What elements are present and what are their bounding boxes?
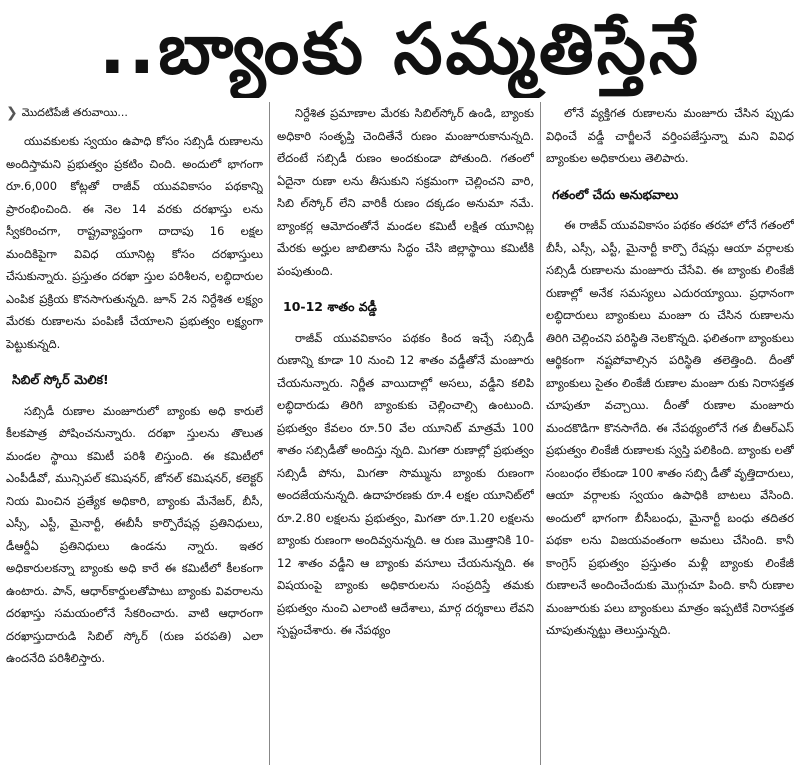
column-3 bbox=[546, 102, 794, 765]
chevron-right-icon: ❯ bbox=[6, 105, 18, 121]
column-2 bbox=[277, 102, 534, 765]
continuation-text: మొదటిపేజీ తరువాయి... bbox=[21, 105, 128, 119]
column-divider bbox=[540, 102, 541, 765]
subheading: సిబిల్ స్కోర్ మెలిక! bbox=[12, 372, 109, 387]
headline: ..బ్యాంకు సమ్మతిస్తేనే bbox=[98, 8, 702, 90]
subheading: 10-12 శాతం వడ్డీ bbox=[283, 299, 377, 314]
continuation-line bbox=[6, 102, 263, 124]
paragraph: నిర్దేశిత ప్రమాణాల మేరకు సిబిల్‌స్కోర్ ఉండి, బ్యాంకు అధికారి సంతృప్తి చెందితేనే రుణం మంజూరుకానున్నది. లేదంటే సబ్సిడీ రుణం అందకుండా పోతుంది. గతంలో ఏదైనా రుణా లను తీసుకుని సక్రమంగా చెల్లించని వారి, సిబి ల్‌స్కోర్ లేని వారికీ రుణం దక్కడం అనుమా నమే. బ్యాంకర్ల ఆమోదంతోనే మండల కమిటీ లక్షిత యూనిట్ల మేరకు అర్హుల జాబితాను సిద్ధం చేసి జిల్లాస్థాయి కమిటీకి పంపుతుంది. bbox=[277, 106, 534, 278]
column-1 bbox=[6, 102, 263, 765]
subheading: గతంలో చేదు అనుభవాలు bbox=[552, 186, 679, 202]
paragraph: సబ్సిడీ రుణాల మంజూరులో బ్యాంకు అధి కారులే కీలకపాత్ర పోషించనున్నారు. దరఖా స్తులను తొలుత మండల స్థాయి కమిటీ పరిశీ లిస్తుంది. ఈ కమిటీలో ఎంపీడీవో, మున్సిపల్ కమిషనర్, జోనల్ కమిషనర్, కలెక్టర్ నియ మించిన ప్రత్యేక అధికారి, బ్యాంకు మేనేజర్, బీసీ, ఎస్సీ, ఎస్టీ, మైనార్టీ, ఈబీసీ కార్పొరేషన్ల ప్రతినిధులు, డీఆర్డీఏ ప్రతినిధులు ఉండను న్నారు. ఇతర అధికారులకన్నా బ్యాంకు అధి కారే ఈ కమిటీలో కీలకంగా ఉంటారు. పాన్, ఆధార్‌కార్డులతోపాటు బ్యాంకు వివరాలను దరఖాస్తు సమయంలోనే సేకరించారు. వాటి ఆధారంగా దరఖాస్తుదారుడి సిబిల్ స్కోర్ (రుణ పరపతి) ఎలా ఉందనేది పరిశీలిస్తారు. bbox=[6, 403, 263, 665]
paragraph: లోనే వ్యక్తిగత రుణాలను మంజూరు చేసిన ప్పుడు విధించే వడ్డీ చార్జీలనే వర్తింపజేస్తున్నా మని వివిధ బ్యాంకుల అధికారులు తెలిపారు. bbox=[546, 106, 794, 165]
paragraph: ఈ రాజీవ్ యువవికాసం పథకం తరహా లోనే గతంలో బీసీ, ఎస్సీ, ఎస్టీ, మైనార్టీ కార్పొ రేషన్లు ఆయా వర్గాలకు సబ్సిడీ రుణాలను మంజూరు చేసేవి. ఈ బ్యాంకు లింకేజీ రుణాల్లో అనేక సమస్యలు ఎదురయ్యాయి. ప్రధానంగా లబ్ధిదారులు బ్యాంకులు మంజూ రు చేసిన రుణాలను తిరిగి చెల్లించని పరిస్థితి నెలకొన్నది. ఫలితంగా బ్యాంకులు ఆర్థికంగా నష్టపోవాల్సిన పరిస్థితి తలెత్తింది. దీంతో బ్యాంకులు సైతం లింకేజీ రుణాల మంజూ రుకు నిరాసక్తత చూపుతూ వచ్చాయి. దీంతో రుణాల మంజూరు మందకొడిగా కొనసాగేది. ఈ నేపథ్యంలోనే గత బీఆర్‌ఎస్ ప్రభుత్వం లింకేజీ రుణాలకు స్వస్తి పలికింది. బ్యాంకు లతో సంబంధం లేకుండా 100 శాతం సబ్సి డీతో వృత్తిదారులు, ఆయా వర్గాలకు స్వయం ఉపాధికి బాటలు వేసింది. అందులో భాగంగా బీసీబంధు, మైనార్టీ బంధు తదితర పథకా లను విజయవంతంగా అమలు చేసింది. కానీ కాంగ్రెస్ ప్రభుత్వం ప్రస్తుతం మళ్లీ బ్యాంకు లింకేజీ రుణాలనే అందించేందుకు మొగ్గుచూ పింది. కానీ రుణాల మంజూరుకు పలు బ్యాంకులు మాత్రం ఇప్పటికే నిరాసక్తత చూపుతున్నట్టు తెలుస్తున్నది. bbox=[546, 218, 794, 637]
column-divider bbox=[269, 102, 270, 765]
paragraph: యువకులకు స్వయం ఉపాధి కోసం సబ్సిడీ రుణాలను అందిస్తామని ప్రభుత్వం ప్రకటిం చింది. అందులో భాగంగా రూ.6,000 కోట్లతో రాజీవ్ యువవికాసం పథకాన్ని ప్రారంభించింది. ఈ నెల 14 వరకు దరఖాస్తు లను స్వీకరించగా, రాష్ట్రవ్యాప్తంగా దాదాపు 16 లక్షల మందికిపైగా వివిధ యూనిట్ల కోసం దరఖాస్తులు చేసుకున్నారు. ప్రస్తుతం దరఖా స్తుల పరిశీలన, లబ్ధిదారుల ఎంపిక ప్రక్రియ కొనసాగుతున్నది. జూన్ 2న నిర్దేశిత లక్ష్యం మేరకు రుణాలను పంపిణీ చేయాలని ప్రభుత్వం లక్ష్యంగా పెట్టుకున్నది. bbox=[6, 134, 263, 351]
paragraph: రాజీవ్ యువవికాసం పథకం కింద ఇచ్చే సబ్సిడీ రుణాన్ని కూడా 10 నుంచి 12 శాతం వడ్డీతోనే మంజూరు చేయనున్నారు. నిర్ణీత వాయిదాల్లో అసలు, వడ్డీని కలిపి లబ్ధిదారుడు తిరిగి బ్యాంకుకు చెల్లించాల్సి ఉంటుంది. ప్రభుత్వం కేవలం రూ.50 వేల యూనిట్ మాత్రమే 100 శాతం సబ్సిడీతో అందిస్తు న్నది. మిగతా రుణాల్లో ప్రభుత్వం సబ్సిడీ పోను, మిగతా సొమ్మును బ్యాంకు రుణంగా అందజేయనున్నది. ఉదాహరణకు రూ.4 లక్షల యూనిట్‌లో రూ.2.80 లక్షలను ప్రభుత్వం, మిగతా రూ.1.20 లక్షలను బ్యాంకు రుణంగా అందివ్వనున్నది. ఆ రుణ మొత్తానికి 10-12 శాతం వడ్డీని ఆ బ్యాంకు వసూలు చేయనున్నది. ఈ విషయంపై బ్యాంకు అధికారులను సంప్రదిస్తే తమకు ప్రభుత్వం నుంచి ఎలాంటి ఆదేశాలు, మార్గ దర్శకాలు లేవని స్పష్టంచేశారు. ఈ నేపథ్యం bbox=[277, 330, 534, 637]
